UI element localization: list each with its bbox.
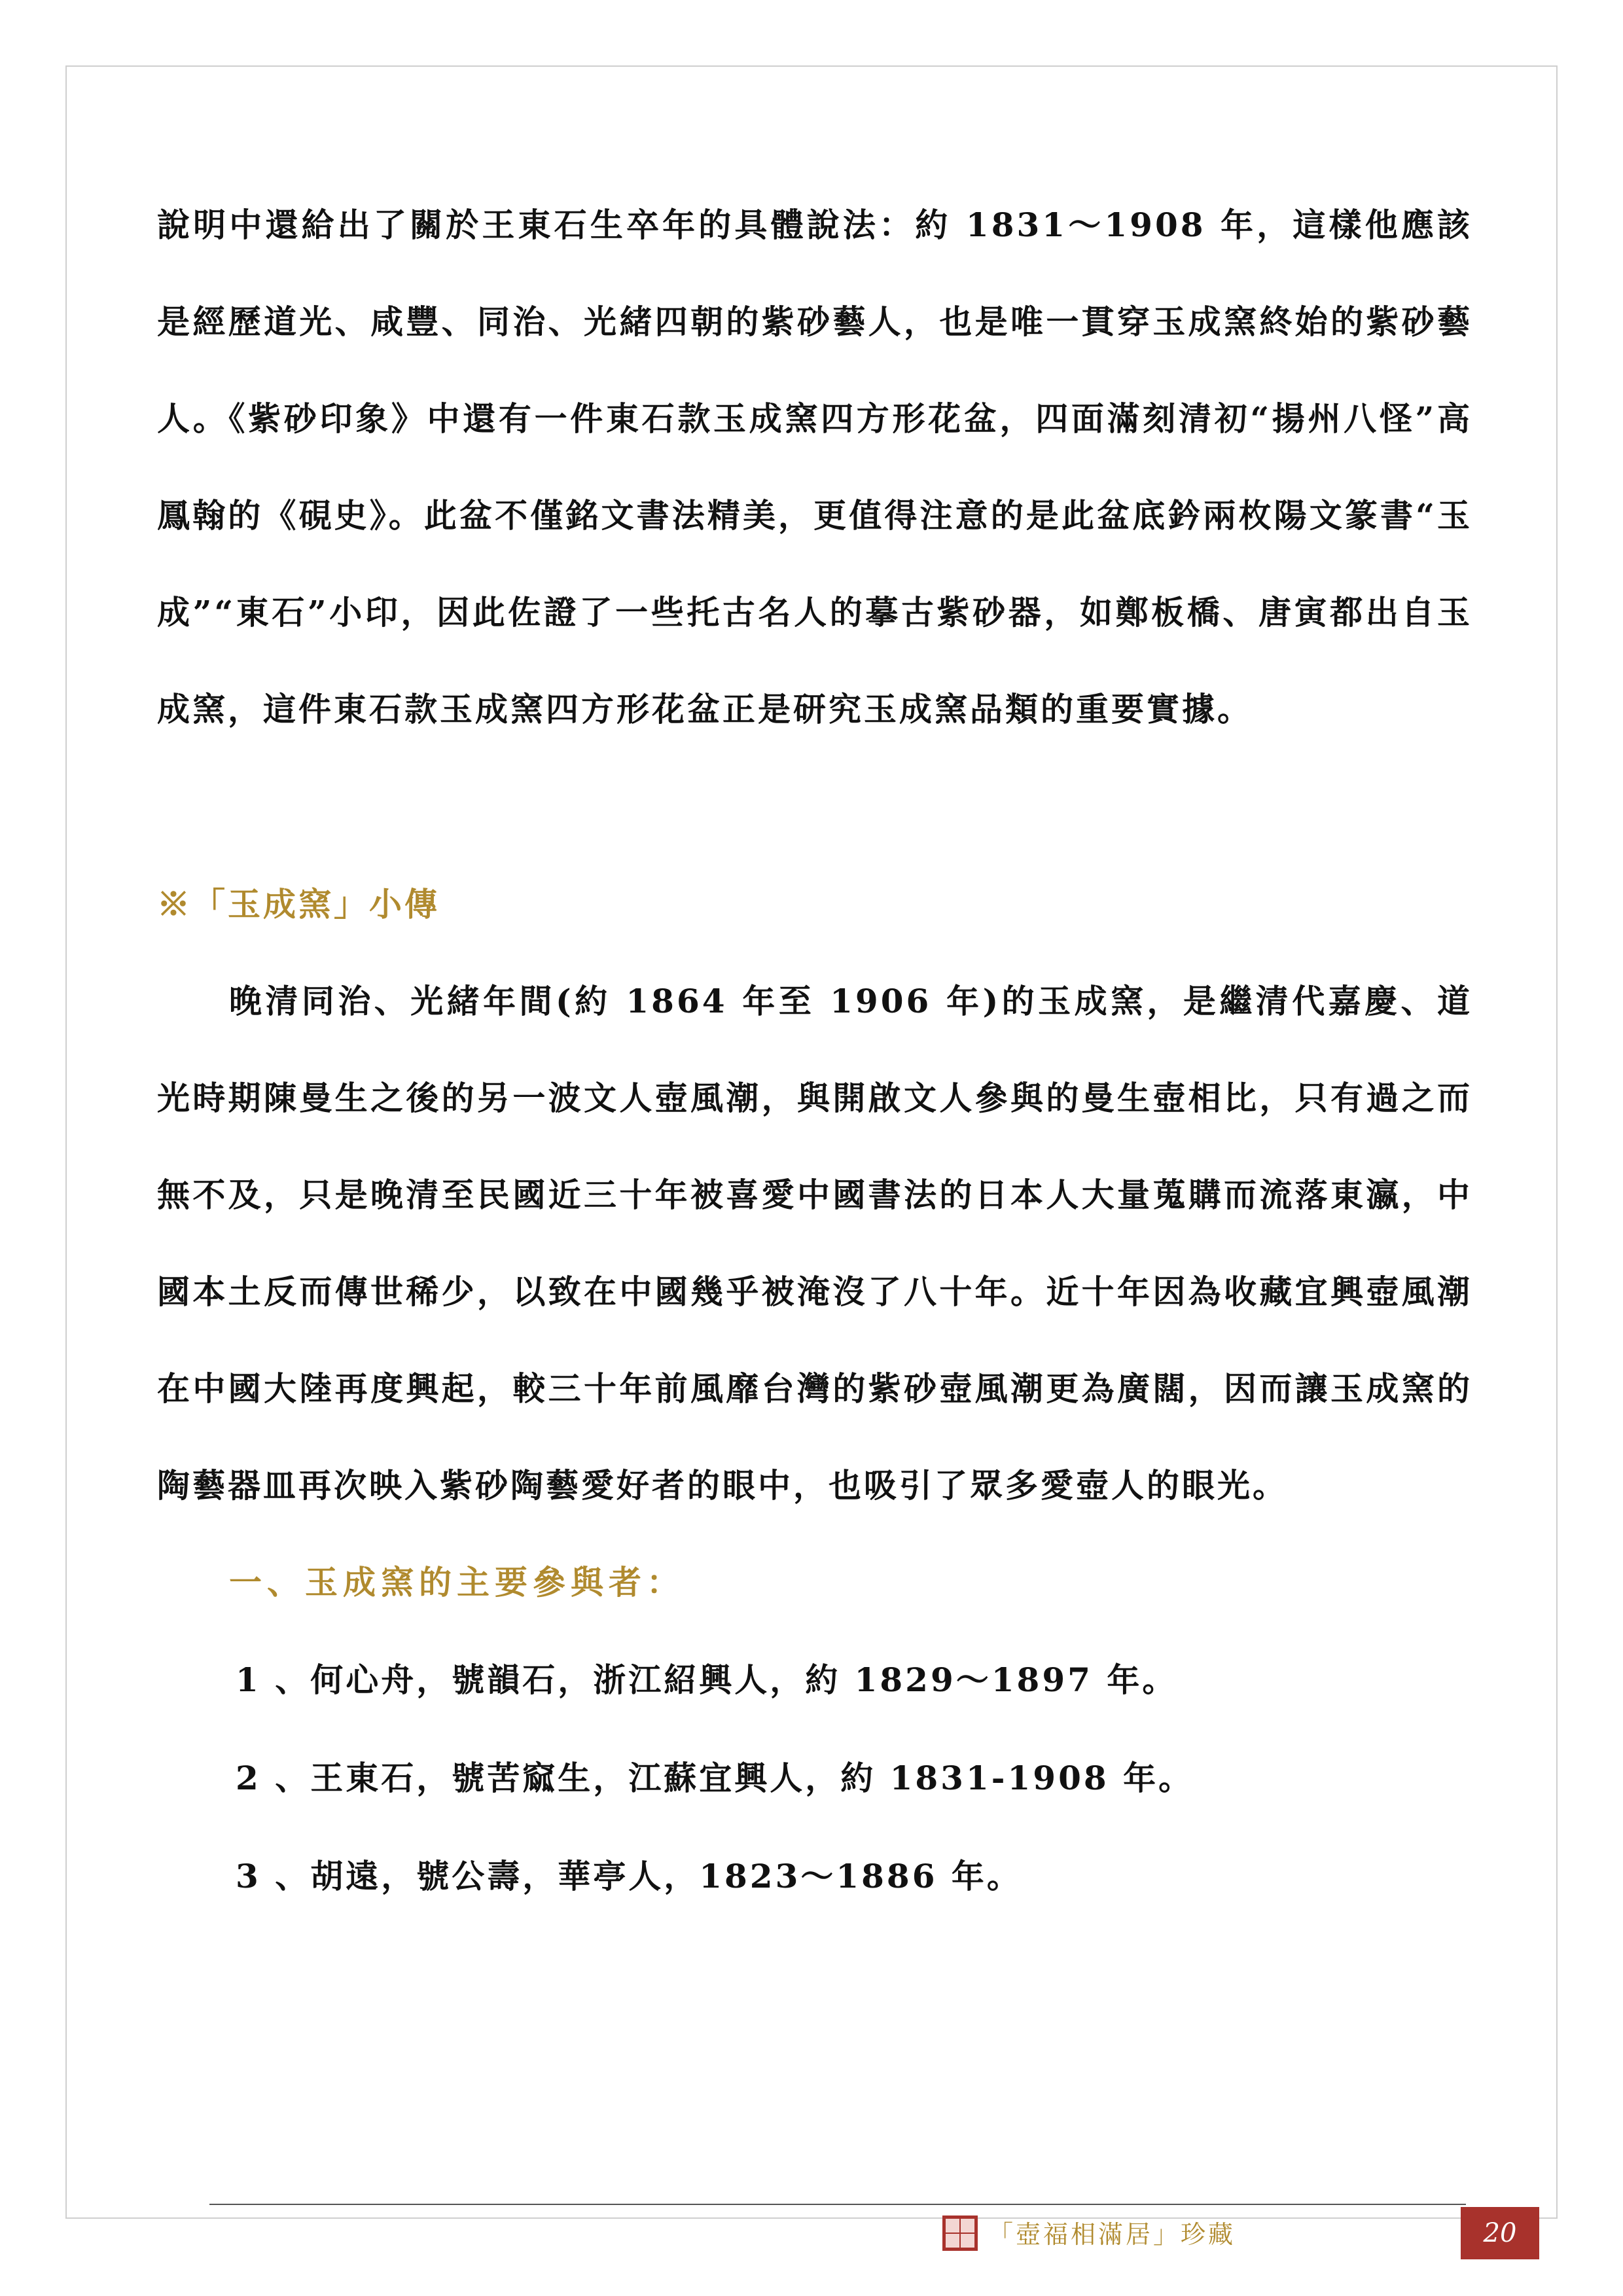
participants-subtitle: 一、玉成窯的主要參與者： [229,1563,685,1602]
footer-collection-label: 「壺福相滿居」珍藏 [988,2220,1236,2249]
list-item: 1 、何心舟，號韻石，浙江紹興人，約 1829～1897 年。 [236,1660,1178,1699]
list-item: 3 、胡遠，號公壽，華亭人，1823～1886 年。 [236,1857,1022,1895]
section-title: ※「玉成窯」小傳 [157,885,440,924]
page-number: 20 [1461,2207,1539,2259]
footer-divider [209,2204,1466,2205]
participants-list [157,1631,1472,1926]
section-paragraph: 晚清同治、光緒年間(約 1864 年至 1906 年)的玉成窯，是繼清代嘉慶、道光時期陳曼生之後的另一波文人壺風潮，與開啟文人參與的曼生壺相比，只有過之而無不及，只是晚清至民國近三十年被喜愛中國書法的日本人大量蒐購而流落東瀛，中國本土反而傳世稀少，以致在中國幾乎被淹沒了八十年。近十年因為收藏宜興壺風潮在中國大陸再度興起，較三十年前風靡台灣的紫砂壺風潮更為廣闊，因而讓玉成窯的陶藝器皿再次映入紫砂陶藝愛好者的眼中，也吸引了眾多愛壺人的眼光。 [157,982,1472,1505]
page-content [157,177,1472,1926]
seal-icon [942,2215,978,2251]
section-gap [157,758,1472,856]
body-paragraph: 說明中還給出了關於王東石生卒年的具體說法：約 1831～1908 年，這樣他應該是經歷道光、咸豐、同治、光緒四朝的紫砂藝人，也是唯一貫穿玉成窯終始的紫砂藝人。《紫砂印象》中還有一件東石款玉成窯四方形花盆，四面滿刻清初“揚州八怪”高鳳翰的《硯史》。此盆不僅銘文書法精美，更值得注意的是此盆底鈐兩枚陽文篆書“玉成”“東石”小印，因此佐證了一些托古名人的摹古紫砂器，如鄭板橋、唐寅都出自玉成窯，這件東石款玉成窯四方形花盆正是研究玉成窯品類的重要實據。 [157,206,1472,728]
list-item: 2 、王東石，號苦窳生，江蘇宜興人，約 1831-1908 年。 [236,1759,1194,1797]
